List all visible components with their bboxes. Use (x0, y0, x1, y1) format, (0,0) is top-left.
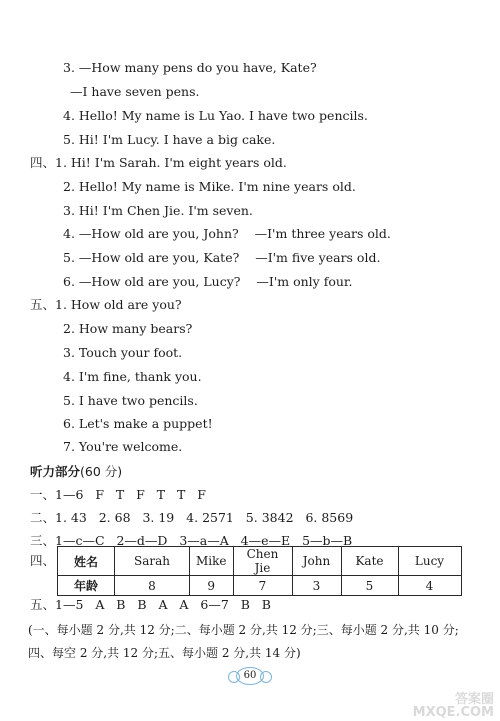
answer-line: 5. I have two pencils. (63, 393, 198, 408)
answer-line: 3. Hi! I'm Chen Jie. I'm seven. (63, 203, 253, 218)
table-cell-name: Kate (341, 547, 398, 576)
table-cell-name: Chen Jie (233, 547, 292, 576)
listening-answer-5: 五、1—5 A B B A A 6—7 B B (30, 597, 271, 612)
table-cell-name: Sarah (115, 547, 190, 576)
answer-line: 3. —How many pens do you have, Kate? (63, 60, 317, 75)
answer-line: —I have seven pens. (70, 84, 200, 99)
table-row (58, 576, 462, 596)
watermark-logo: 答案圈 MXQE.COM (412, 692, 494, 720)
answer-line: 7. You're welcome. (63, 439, 183, 454)
answer-line: 五、1. How old are you? (30, 297, 182, 312)
answer-line: 4. Hello! My name is Lu Yao. I have two pencils. (63, 108, 368, 123)
page-number-ornament-icon (228, 671, 240, 683)
name-age-table (57, 546, 462, 596)
answer-line: 2. Hello! My name is Mike. I'm nine years old. (63, 179, 356, 194)
answer-line: 6. —How old are you, Lucy? —I'm only four. (63, 274, 353, 289)
scoring-note-line-1: (一、每小题 2 分,共 12 分;二、每小题 2 分,共 12 分;三、每小题 2 分,共 10 分; (28, 623, 459, 637)
table-cell-name: John (292, 547, 341, 576)
page-number-text: 60 (243, 670, 257, 681)
page-number (236, 667, 264, 685)
answer-line: 5. Hi! I'm Lucy. I have a big cake. (63, 132, 276, 147)
table-cell-age: 8 (115, 576, 190, 596)
table-cell-age: 4 (398, 576, 461, 596)
row-header-age: 年龄 (58, 576, 115, 596)
answer-line: 3. Touch your foot. (63, 345, 183, 360)
table-row (58, 547, 462, 576)
listening-answer-4-label: 四、 (30, 553, 56, 568)
answer-line: 4. I'm fine, thank you. (63, 369, 202, 384)
answer-line: 5. —How old are you, Kate? —I'm five years old. (63, 250, 381, 265)
table-cell-name: Lucy (398, 547, 461, 576)
listening-answer-1: 一、1—6 F T F T T F (30, 487, 206, 502)
table-cell-name: Mike (190, 547, 234, 576)
table-cell-age: 9 (190, 576, 234, 596)
section-points: (60 分) (80, 464, 123, 479)
answer-line: 6. Let's make a puppet! (63, 416, 213, 431)
table-cell-age: 5 (341, 576, 398, 596)
listening-answer-3: 三、1—c—C 2—d—D 3—a—A 4—e—E 5—b—B (30, 533, 353, 548)
scoring-note-line-2: 四、每空 2 分,共 12 分;五、每小题 2 分,共 14 分) (28, 646, 301, 660)
listening-answer-2: 二、1. 43 2. 68 3. 19 4. 2571 5. 3842 6. 8569 (30, 510, 354, 525)
table-cell-age: 7 (233, 576, 292, 596)
row-header-name: 姓名 (58, 547, 115, 576)
page-number-ornament-icon (260, 671, 272, 683)
listening-section-title (30, 464, 122, 480)
answer-line: 4. —How old are you, John? —I'm three years old. (63, 226, 391, 241)
answer-line: 2. How many bears? (63, 321, 193, 336)
answer-line: 四、1. Hi! I'm Sarah. I'm eight years old. (30, 155, 287, 170)
section-title-text: 听力部分 (30, 464, 81, 479)
table-cell-age: 3 (292, 576, 341, 596)
